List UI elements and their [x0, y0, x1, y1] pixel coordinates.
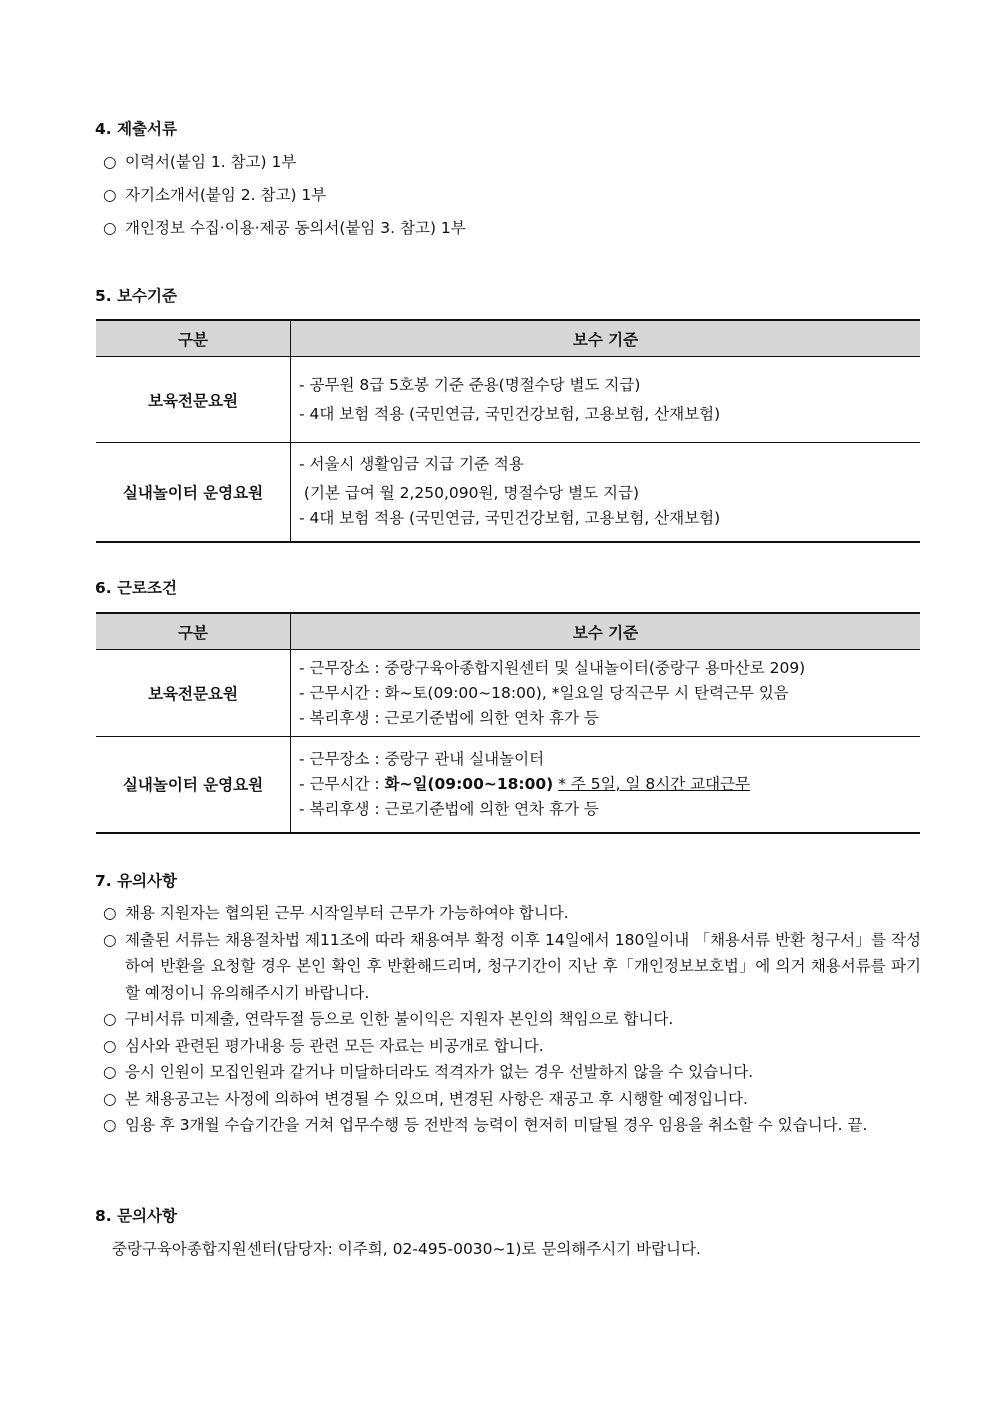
content-line: - 복리후생 : 근로기준법에 의한 연차 휴가 등 [299, 799, 599, 818]
content-line: - 서울시 생활임금 지급 기준 적용 [299, 455, 524, 474]
circle-bullet-icon: ○ [103, 219, 117, 237]
list-item-text: 심사와 관련된 평가내용 등 관련 모든 자료는 비공개로 합니다. [125, 1036, 544, 1055]
table-row [96, 650, 920, 737]
list-item [103, 927, 921, 1007]
row-label: 보육전문요원 [96, 650, 291, 737]
circle-bullet-icon: ○ [103, 1116, 117, 1134]
table-row [96, 737, 920, 833]
circle-bullet-icon: ○ [103, 186, 117, 204]
section-4-title: 4. 제출서류 [95, 120, 177, 138]
list-item-text: 제출된 서류는 채용절차법 제11조에 따라 채용여부 확정 이후 14일에서 180일이내 「채용서류 반환 청구서」를 작성하여 반환을 요청할 경우 본인 확인 후 반환해드리며, 청구기간이 지난 후「개인정보보호법」에 의거 채용서류를 파기 할 예정이니 유의해주시기 바랍니다. [125, 930, 921, 1002]
circle-bullet-icon: ○ [103, 153, 117, 171]
content-line [299, 772, 920, 797]
table-header-row [96, 320, 920, 357]
salary-table [96, 319, 920, 543]
list-item-text: 본 채용공고는 사정에 의하여 변경될 수 있으며, 변경된 사항은 재공고 후 시행할 예정입니다. [125, 1089, 748, 1108]
circle-bullet-icon: ○ [103, 930, 117, 949]
table-header-category: 구분 [96, 613, 291, 650]
content-line: (기본 급여 월 2,250,090원, 명절수당 별도 지급) [299, 484, 640, 503]
content-line: - 근무장소 : 중랑구 관내 실내놀이터 [299, 749, 545, 768]
circle-bullet-icon: ○ [103, 1036, 117, 1055]
list-item-text: 자기소개서(붙임 2. 참고) 1부 [125, 186, 327, 204]
table-header-category: 구분 [96, 320, 291, 357]
circle-bullet-icon: ○ [103, 1063, 117, 1081]
content-line: - 공무원 8급 5호봉 기준 준용(명절수당 별도 지급) [299, 375, 641, 394]
list-item [103, 900, 921, 927]
content-line: - 근무시간 : 화~토(09:00~18:00), *일요일 당직근무 시 탄력근무 있음 [299, 683, 789, 702]
row-content [291, 357, 921, 443]
row-label: 실내놀이터 운영요원 [96, 737, 291, 833]
list-item-text: 구비서류 미제출, 연락두절 등으로 인한 불이익은 지원자 본인의 책임으로 합니다. [125, 1010, 674, 1028]
contact-text: 중랑구육아종합지원센터(담당자: 이주희, 02-495-0030~1)로 문의해주시기 바랍니다. [112, 1240, 701, 1258]
hours-prefix: - 근무시간 : [299, 774, 385, 793]
list-item-text: 이력서(붙임 1. 참고) 1부 [125, 153, 297, 171]
table-header-criteria: 보수 기준 [291, 320, 921, 357]
row-label: 실내놀이터 운영요원 [96, 443, 291, 542]
list-item [103, 183, 326, 205]
list-item [103, 216, 466, 238]
content-line: - 근무장소 : 중랑구육아종합지원센터 및 실내놀이터(중랑구 용마산로 209) [299, 658, 806, 677]
table-row [96, 357, 920, 443]
content-line: - 4대 보험 적용 (국민연금, 국민건강보험, 고용보험, 산재보험) [299, 404, 721, 423]
row-content [291, 737, 921, 833]
list-item-text: 채용 지원자는 협의된 근무 시작일부터 근무가 가능하여야 합니다. [125, 904, 569, 922]
list-item [103, 150, 296, 172]
section-5-title: 5. 보수기준 [95, 287, 177, 305]
content-line: - 4대 보험 적용 (국민연금, 국민건강보험, 고용보험, 산재보험) [299, 509, 721, 528]
circle-bullet-icon: ○ [103, 1089, 117, 1108]
notes-list [103, 900, 921, 1139]
row-content [291, 443, 921, 542]
list-item [103, 1033, 921, 1060]
section-8-title: 8. 문의사항 [95, 1207, 177, 1225]
table-header-row [96, 613, 920, 650]
circle-bullet-icon: ○ [103, 1010, 117, 1028]
list-item [103, 1059, 921, 1086]
circle-bullet-icon: ○ [103, 904, 117, 922]
content-line: - 복리후생 : 근로기준법에 의한 연차 휴가 등 [299, 708, 599, 727]
table-row [96, 443, 920, 542]
working-conditions-table [96, 612, 920, 834]
table-header-criteria: 보수 기준 [291, 613, 921, 650]
list-item [103, 1112, 921, 1139]
list-item [103, 1086, 921, 1113]
list-item-text: 임용 후 3개월 수습기간을 거쳐 업무수행 등 전반적 능력이 현저히 미달될 경우 임용을 취소할 수 있습니다. 끝. [125, 1116, 868, 1134]
section-6-title: 6. 근로조건 [95, 579, 177, 597]
section-7-title: 7. 유의사항 [95, 872, 177, 890]
list-item-text: 개인정보 수집·이용·제공 동의서(붙임 3. 참고) 1부 [125, 219, 466, 237]
hours-value: 화~일(09:00~18:00) [384, 774, 554, 793]
list-item-text: 응시 인원이 모집인원과 같거나 미달하더라도 적격자가 없는 경우 선발하지 않을 수 있습니다. [125, 1063, 754, 1081]
hours-note: * 주 5일, 일 8시간 교대근무 [558, 774, 750, 793]
list-item [103, 1006, 921, 1033]
row-label: 보육전문요원 [96, 357, 291, 443]
row-content [291, 650, 921, 737]
